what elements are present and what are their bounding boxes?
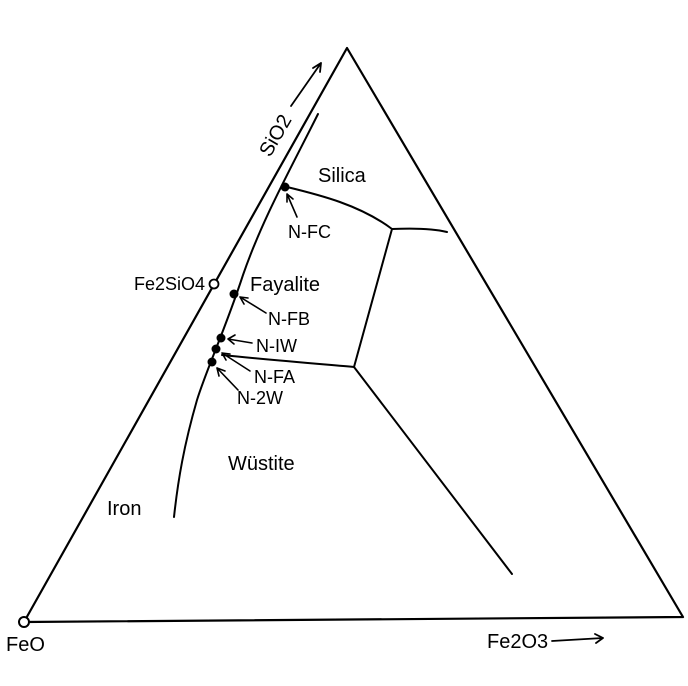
sample-niw-dot — [217, 334, 226, 343]
triangle-outline — [24, 48, 683, 622]
sample-nfb-arrow-icon — [240, 297, 266, 313]
fe2o3-axis-label: Fe2O3 — [487, 631, 549, 653]
feo-corner-marker — [19, 617, 29, 627]
sample-nfb-dot — [230, 290, 239, 299]
feo-corner-label: FeO — [6, 634, 45, 656]
sample-nfb-label: N-FB — [268, 309, 310, 329]
region-silica-label: Silica — [318, 165, 366, 187]
fayalite-right-boundary — [354, 229, 392, 367]
region-wustite-label: Wüstite — [228, 453, 295, 475]
sio2-axis-label — [255, 111, 296, 161]
sample-niw-arrow-icon — [228, 335, 252, 344]
sio2-arrow-icon — [291, 63, 321, 106]
sample-n2w-label: N-2W — [237, 388, 283, 408]
sample-niw-label: N-IW — [256, 336, 297, 356]
fe2sio4-label: Fe2SiO4 — [134, 274, 206, 294]
sample-n2w-arrow-icon — [217, 368, 238, 390]
fe2sio4-marker — [210, 280, 219, 289]
sample-nfc-label: N-FC — [288, 222, 331, 242]
sample-nfa-label: N-FA — [254, 367, 296, 387]
sample-nfc-arrow-icon — [287, 194, 297, 217]
wustite-right-boundary — [354, 367, 512, 574]
region-fayalite-label: Fayalite — [250, 274, 321, 296]
sample-nfc-dot — [281, 183, 290, 192]
region-iron-label: Iron — [107, 498, 142, 520]
svg-text:SiO2: SiO2 — [255, 110, 297, 161]
sample-nfa-dot — [212, 345, 221, 354]
silica-upper-right-boundary — [392, 229, 447, 232]
sample-niw — [217, 334, 297, 357]
fe2o3-arrow-icon — [552, 634, 603, 643]
sample-n2w-dot — [208, 358, 217, 367]
